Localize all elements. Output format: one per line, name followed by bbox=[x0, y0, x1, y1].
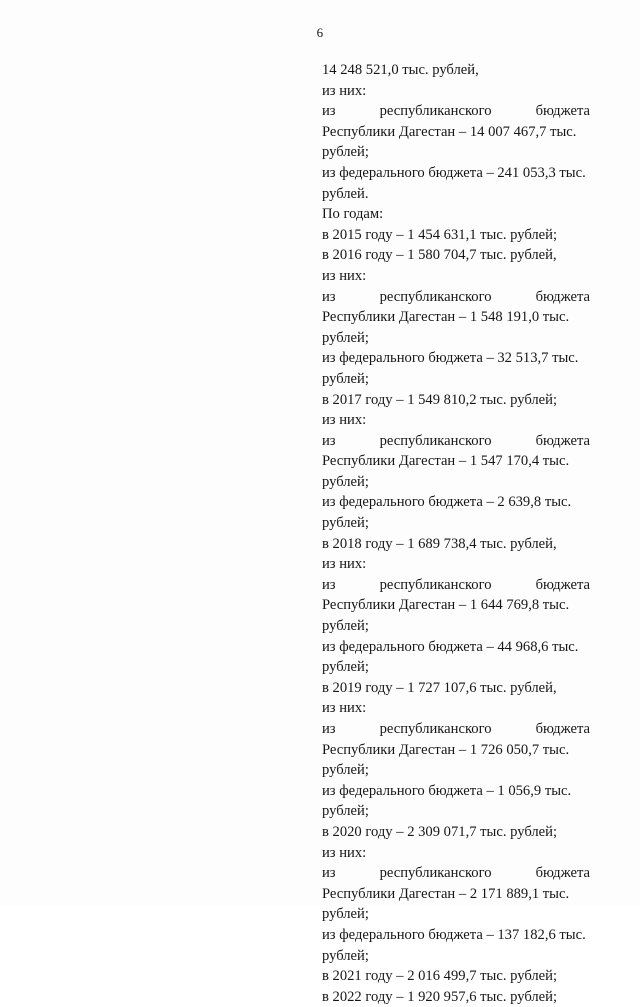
text-line: из них: bbox=[322, 412, 367, 429]
text-line: из федерального бюджета – 241 053,3 тыс. bbox=[322, 164, 586, 181]
justified-text-line bbox=[322, 287, 590, 308]
justified-text-line bbox=[322, 101, 590, 122]
justified-text-line bbox=[322, 863, 590, 884]
text-line: в 2017 году – 1 549 810,2 тыс. рублей; bbox=[322, 391, 558, 408]
word: республиканского bbox=[379, 432, 492, 449]
text-line: По годам: bbox=[322, 206, 384, 223]
text-line: рублей; bbox=[322, 618, 369, 635]
word: бюджета bbox=[535, 288, 590, 305]
text-line: рублей; bbox=[322, 144, 369, 161]
justified-text-line bbox=[322, 431, 590, 452]
word: республиканского bbox=[379, 288, 492, 305]
text-line: из федерального бюджета – 1 056,9 тыс. bbox=[322, 782, 572, 799]
word: бюджета bbox=[535, 432, 590, 449]
text-line: Республики Дагестан – 1 547 170,4 тыс. bbox=[322, 453, 570, 470]
text-line: в 2015 году – 1 454 631,1 тыс. рублей; bbox=[322, 226, 558, 243]
word: из bbox=[322, 432, 336, 449]
text-line: из них: bbox=[322, 844, 367, 861]
text-line: рублей. bbox=[322, 185, 369, 202]
text-line: Республики Дагестан – 2 171 889,1 тыс. bbox=[322, 885, 570, 902]
text-line: рублей; bbox=[322, 370, 369, 387]
text-line: из федерального бюджета – 32 513,7 тыс. bbox=[322, 350, 579, 367]
text-line: рублей; bbox=[322, 659, 369, 676]
text-line: рублей; bbox=[322, 515, 369, 532]
text-line: из них: bbox=[322, 267, 367, 284]
text-line: Республики Дагестан – 1 548 191,0 тыс. bbox=[322, 309, 570, 326]
text-line: рублей; bbox=[322, 906, 369, 923]
word: бюджета bbox=[535, 576, 590, 593]
text-line: рублей; bbox=[322, 329, 369, 346]
funding-text-block bbox=[322, 60, 590, 1007]
text-line: рублей; bbox=[322, 473, 369, 490]
word: республиканского bbox=[379, 103, 492, 120]
text-line: из федерального бюджета – 137 182,6 тыс. bbox=[322, 926, 586, 943]
word: республиканского bbox=[379, 721, 492, 737]
text-line: в 2022 году – 1 920 957,6 тыс. рублей; bbox=[322, 988, 558, 1005]
text-line: в 2020 году – 2 309 071,7 тыс. рублей; bbox=[322, 823, 558, 840]
text-line: из федерального бюджета – 44 968,6 тыс. bbox=[322, 638, 579, 655]
word: из bbox=[322, 721, 336, 737]
justified-text-line bbox=[322, 719, 590, 740]
word: из bbox=[322, 288, 336, 305]
word: республиканского bbox=[379, 576, 492, 593]
text-line: рублей; bbox=[322, 762, 369, 779]
text-line: рублей; bbox=[322, 803, 369, 820]
text-line: в 2016 году – 1 580 704,7 тыс. рублей, bbox=[322, 247, 557, 264]
word: бюджета bbox=[535, 103, 590, 120]
text-line: рублей; bbox=[322, 947, 369, 964]
justified-text-line bbox=[322, 575, 590, 596]
text-line: из них: bbox=[322, 82, 367, 99]
text-line: Республики Дагестан – 14 007 467,7 тыс. bbox=[322, 123, 577, 140]
text-line: из них: bbox=[322, 556, 367, 573]
text-line: 14 248 521,0 тыс. рублей, bbox=[322, 62, 479, 78]
text-line: из федерального бюджета – 2 639,8 тыс. bbox=[322, 494, 572, 511]
word: из bbox=[322, 865, 336, 882]
text-line: Республики Дагестан – 1 726 050,7 тыс. bbox=[322, 741, 570, 758]
word: бюджета bbox=[535, 721, 590, 737]
text-line: в 2019 году – 1 727 107,6 тыс. рублей, bbox=[322, 679, 557, 696]
text-line: из них: bbox=[322, 700, 367, 717]
text-line: в 2018 году – 1 689 738,4 тыс. рублей, bbox=[322, 535, 557, 552]
word: республиканского bbox=[379, 865, 492, 882]
page-number: 6 bbox=[316, 25, 324, 40]
text-line: Республики Дагестан – 1 644 769,8 тыс. bbox=[322, 597, 570, 614]
text-line: в 2021 году – 2 016 499,7 тыс. рублей; bbox=[322, 968, 558, 985]
word: бюджета bbox=[535, 865, 590, 882]
word: из bbox=[322, 576, 336, 593]
word: из bbox=[322, 103, 336, 120]
